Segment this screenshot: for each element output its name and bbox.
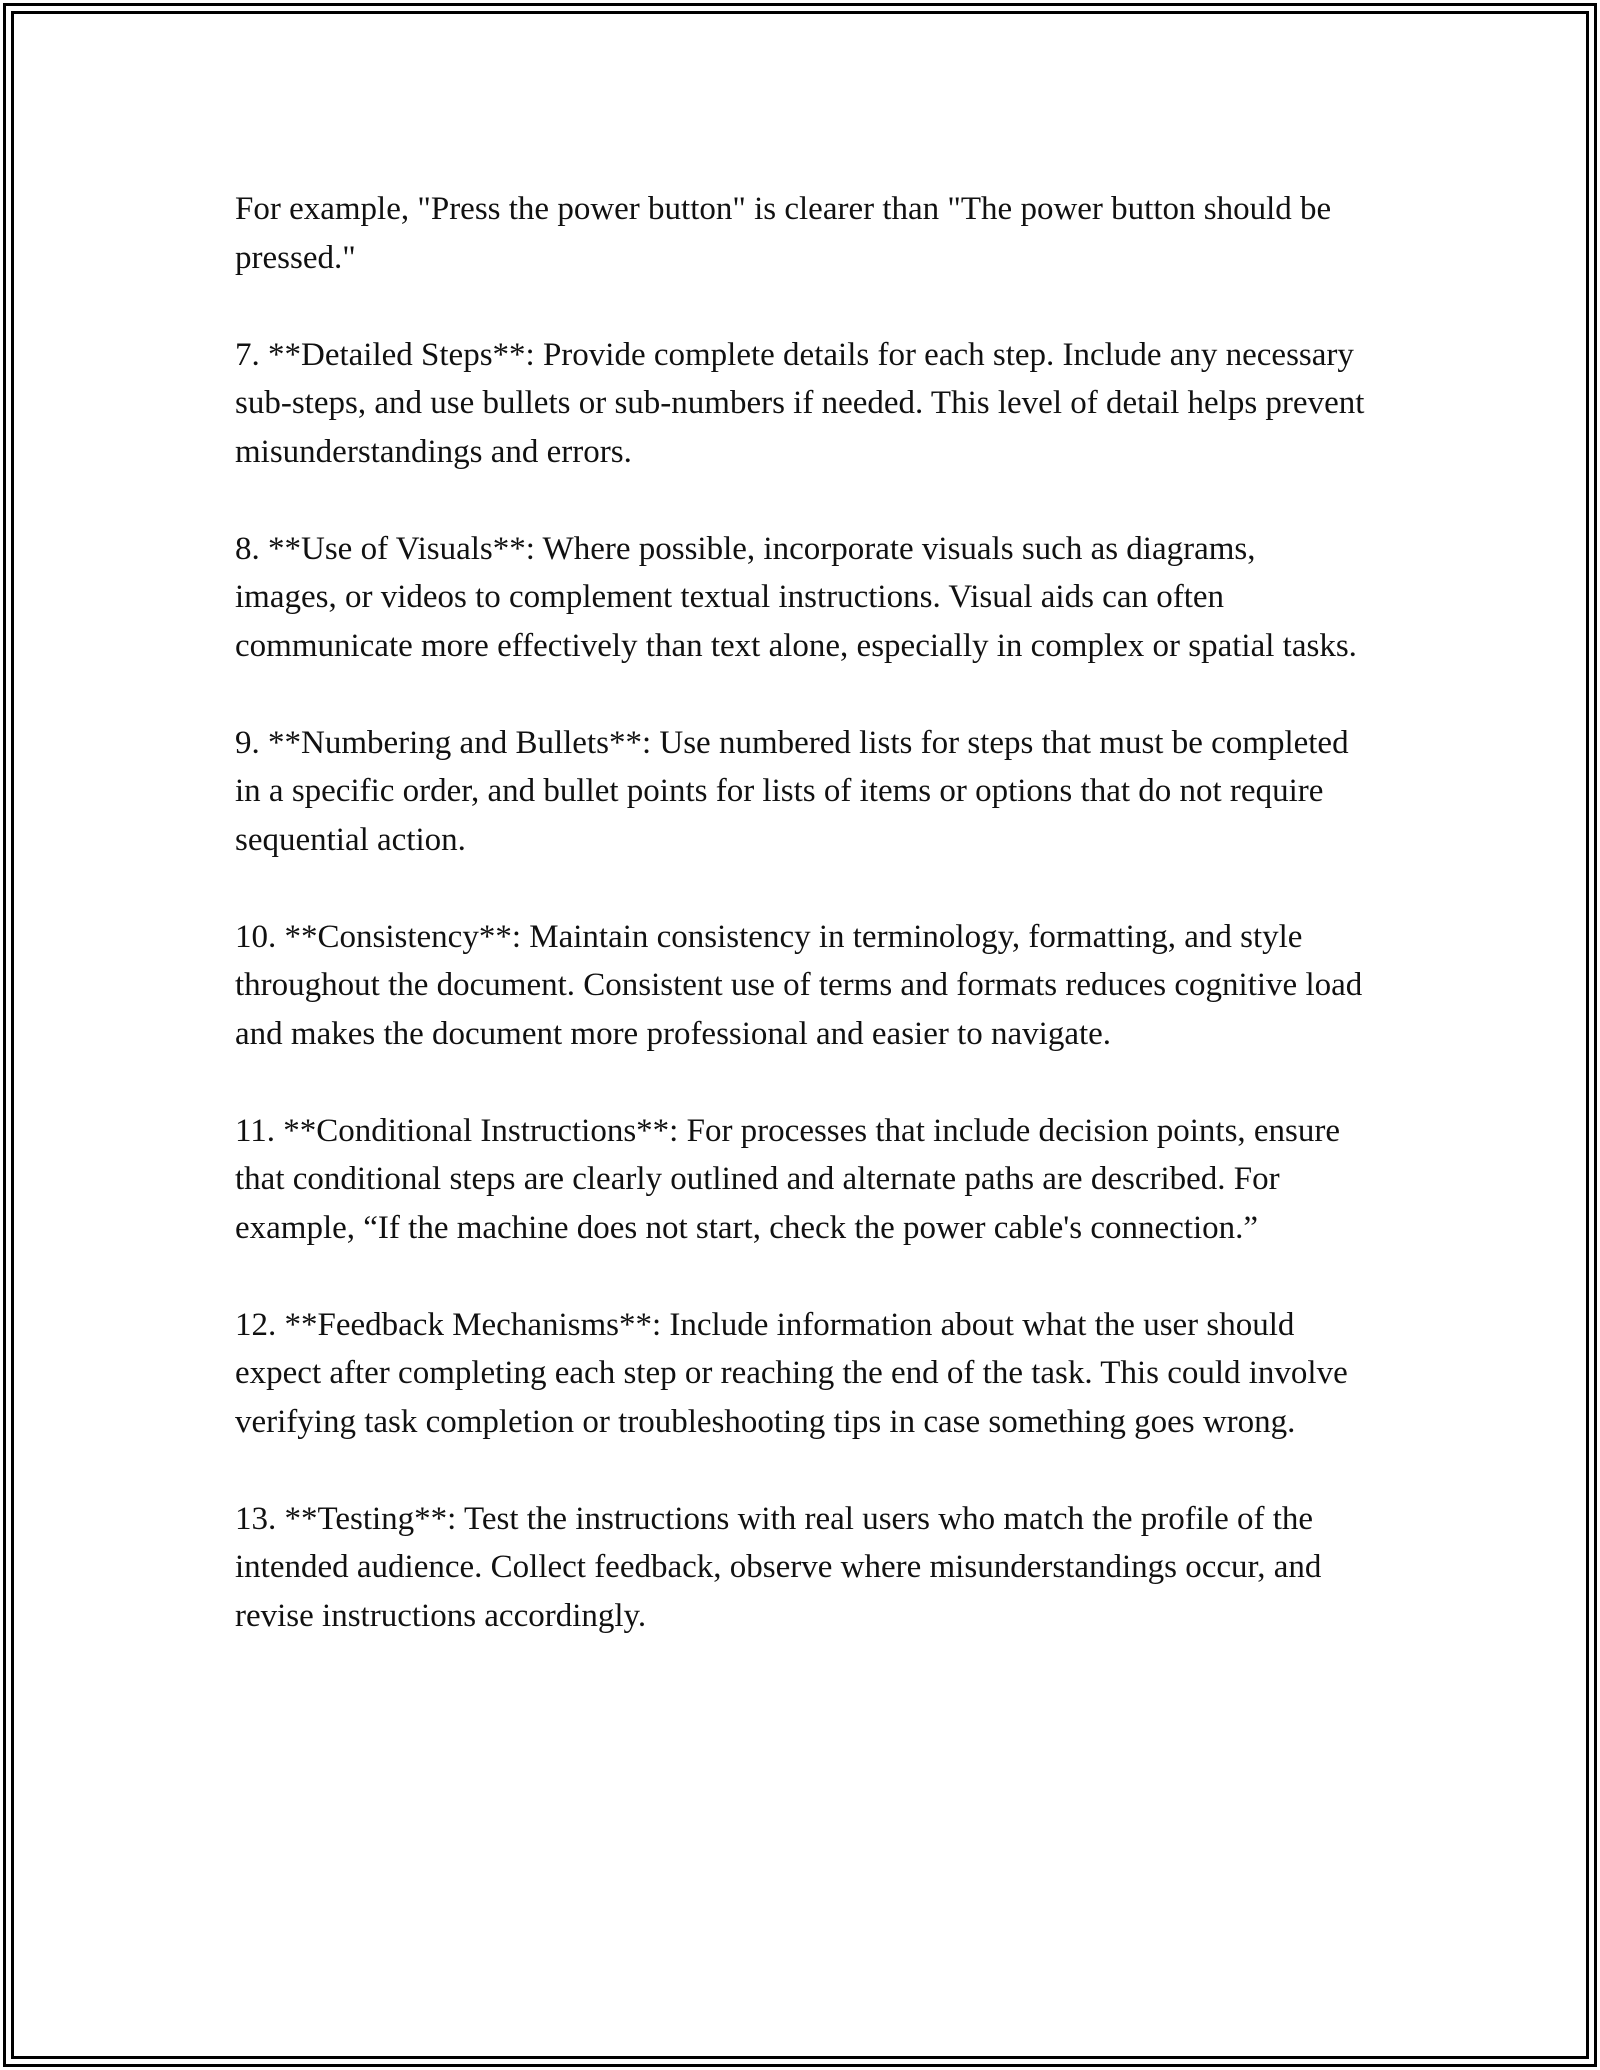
paragraph-feedback-mechanisms: 12. **Feedback Mechanisms**: Include information about what the user should expect after completing each step or reaching the end of the task. This could involve verifying task completion or troubleshooting tips in case something goes wrong. bbox=[235, 1306, 1348, 1440]
paragraph-conditional-instructions: 11. **Conditional Instructions**: For processes that include decision points, ensure that conditional steps are clearly outlined and alternate paths are described. For example, “If the machine does not start, check the power cable's connection.” bbox=[235, 1112, 1341, 1246]
paragraph-testing: 13. **Testing**: Test the instructions with real users who match the profile of the intended audience. Collect feedback, observe where misunderstandings occur, and revise instructions accordingly. bbox=[235, 1500, 1322, 1634]
paragraph-use-of-visuals: 8. **Use of Visuals**: Where possible, incorporate visuals such as diagrams, images, or videos to complement textual instructions. Visual aids can often communicate more effectively than text alone, especially in complex or spatial tasks. bbox=[235, 530, 1357, 664]
paragraph-consistency: 10. **Consistency**: Maintain consistency in terminology, formatting, and style throughout the document. Consistent use of terms and formats reduces cognitive load and makes the document more professional and easier to navigate. bbox=[235, 918, 1363, 1052]
paragraph-numbering-bullets: 9. **Numbering and Bullets**: Use numbered lists for steps that must be completed in a specific order, and bullet points for lists of items or options that do not require sequential action. bbox=[235, 724, 1349, 858]
paragraph-detailed-steps: 7. **Detailed Steps**: Provide complete details for each step. Include any necessary sub-steps, and use bullets or sub-numbers if needed. This level of detail helps prevent misunderstandings and errors. bbox=[235, 336, 1365, 470]
document-body bbox=[235, 185, 1365, 1640]
paragraph-example-intro: For example, "Press the power button" is clearer than "The power button should be pressed." bbox=[235, 191, 1332, 276]
